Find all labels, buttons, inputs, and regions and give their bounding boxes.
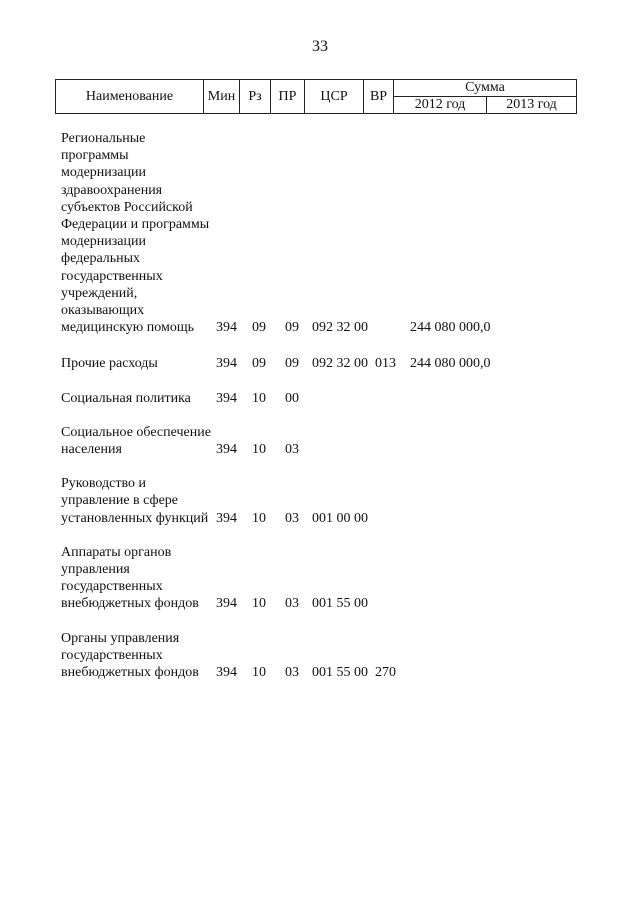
row-csr: 092 32 00 [312,356,368,372]
row-name: Социальная политика [61,390,191,406]
row-csr: 001 00 00 [312,510,368,526]
row-csr: 092 32 00 [312,320,368,336]
table-row [0,544,640,613]
row-min: 394 [216,442,237,458]
row-rz: 09 [252,320,266,336]
header-sum: Сумма [394,80,577,97]
header-rz: Рз [240,80,271,114]
header-vr: ВР [364,80,394,114]
row-rz: 09 [252,356,266,372]
header-min: Мин [204,80,240,114]
table-row [0,424,640,458]
row-rz: 10 [252,665,266,681]
header-csr: ЦСР [305,80,364,114]
row-pr: 03 [285,510,299,526]
row-min: 394 [216,356,237,372]
row-rz: 10 [252,390,266,406]
row-min: 394 [216,510,237,526]
row-pr: 09 [285,356,299,372]
row-min: 394 [216,665,237,681]
header-year-2012: 2012 год [394,97,487,114]
row-name: Органы управления государственных внебюджетных фондов [61,630,199,681]
row-sum-2012: 244 080 000,0 [410,320,491,336]
header-year-2013: 2013 год [487,97,577,114]
page-number: 33 [312,38,328,55]
row-vr: 013 [375,356,396,372]
row-min: 394 [216,320,237,336]
row-rz: 10 [252,596,266,612]
row-pr: 09 [285,320,299,336]
row-csr: 001 55 00 [312,665,368,681]
row-name: Социальное обеспечение населения [61,424,211,458]
row-pr: 03 [285,596,299,612]
row-rz: 10 [252,510,266,526]
row-min: 394 [216,390,237,406]
table-row [0,355,640,372]
row-pr: 03 [285,442,299,458]
row-csr: 001 55 00 [312,596,368,612]
budget-rows [0,130,640,681]
row-min: 394 [216,596,237,612]
row-pr: 00 [285,390,299,406]
header-table [55,79,577,114]
table-row [0,390,640,407]
row-pr: 03 [285,665,299,681]
row-name: Региональные программы модернизации здравоохранения субъектов Российской Федерации и программы модернизации федеральных государственных учреждений, оказывающих медицинскую помощь [61,131,210,336]
row-rz: 10 [252,442,266,458]
table-row [0,475,640,527]
header-pr: ПР [271,80,305,114]
row-name: Аппараты органов управления государственных внебюджетных фондов [61,544,199,612]
header-name: Наименование [56,80,204,114]
row-sum-2012: 244 080 000,0 [410,356,491,372]
row-name: Прочие расходы [61,356,158,372]
row-name: Руководство и управление в сфере установленных функций [61,476,209,526]
table-row [0,630,640,682]
row-vr: 270 [375,665,396,681]
table-row [0,130,640,336]
